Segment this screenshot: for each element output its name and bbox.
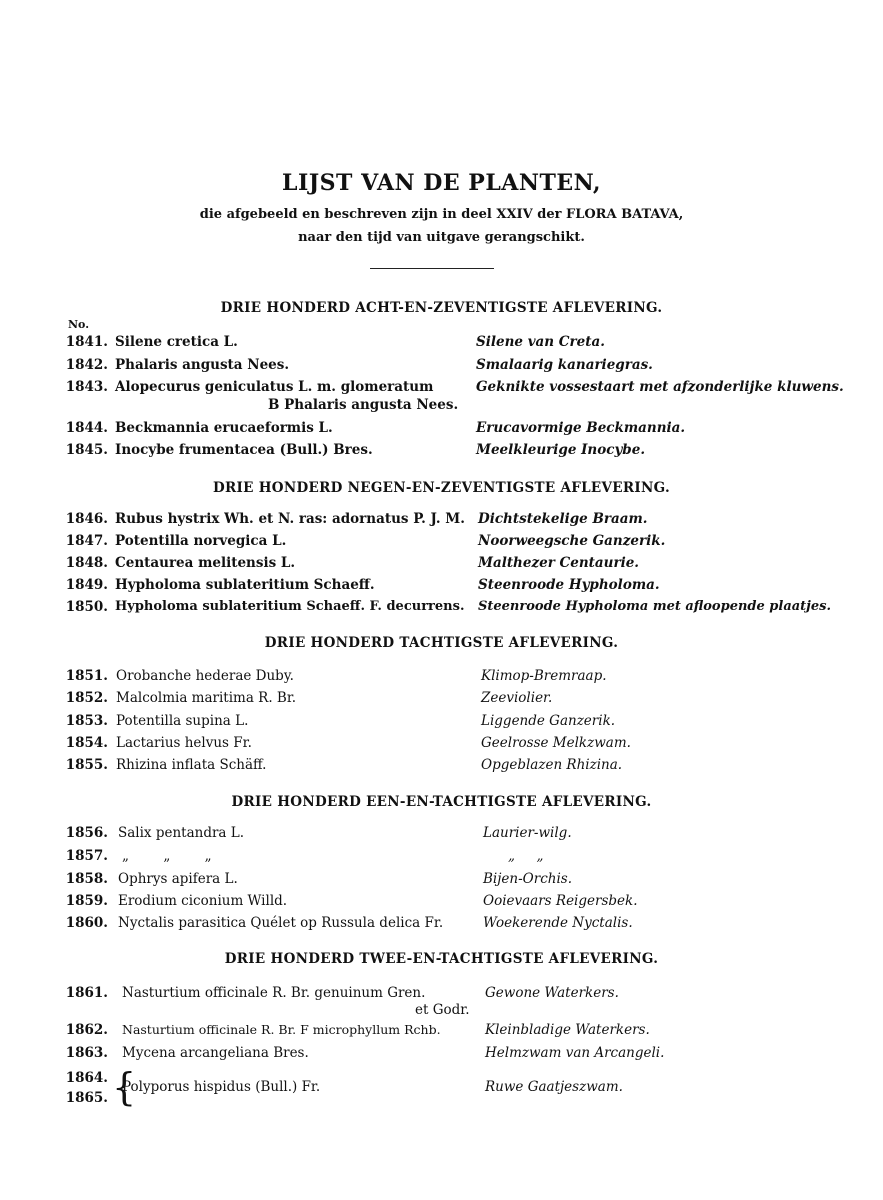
list-item — [0, 379, 883, 413]
dutch-name: Geknikte vossestaart met afzonderlijke kluwens. — [476, 379, 844, 395]
number-column-label: No. — [68, 318, 90, 331]
dutch-name: Smalaarig kanariegras. — [476, 357, 653, 373]
list-item — [0, 757, 883, 779]
list-item — [0, 985, 883, 1018]
scientific-name: Erodium ciconium Willd. — [118, 893, 288, 909]
entry-number: 1846. — [65, 511, 108, 527]
dutch-name: Ruwe Gaatjeszwam. — [485, 1079, 623, 1095]
entry-number: 1859. — [65, 893, 108, 909]
subtitle-line-2: naar den tijd van uitgave gerangschikt. — [298, 230, 585, 245]
entry-number: 1854. — [65, 735, 108, 751]
list-item — [0, 893, 883, 915]
ditto-marks: „ „ „ — [122, 848, 212, 864]
entry-number: 1853. — [65, 713, 108, 729]
dutch-name: Ooievaars Reigersbek. — [483, 893, 638, 909]
entry-number: 1848. — [65, 555, 108, 571]
list-item — [0, 334, 883, 356]
scientific-name: Nasturtium officinale R. Br. genuinum Gren. — [122, 985, 426, 1001]
scientific-name: Lactarius helvus Fr. — [116, 735, 252, 751]
scientific-name: Inocybe frumentacea (Bull.) Bres. — [115, 442, 373, 458]
entry-number: 1858. — [65, 871, 108, 887]
list-item — [0, 825, 883, 847]
list-item — [0, 420, 883, 442]
scientific-name: Hypholoma sublateritium Schaeff. — [115, 577, 375, 593]
entry-number: 1844. — [65, 420, 108, 436]
list-item — [0, 915, 883, 937]
scientific-name: Hypholoma sublateritium Schaeff. F. decurrens. — [115, 599, 465, 614]
entry-number: 1850. — [65, 599, 108, 615]
dutch-name: Dichtstekelige Braam. — [478, 511, 648, 527]
dutch-name: Opgeblazen Rhizina. — [481, 757, 623, 773]
scientific-name: Salix pentandra L. — [118, 825, 245, 841]
page-title: LIJST VAN DE PLANTEN, — [282, 170, 601, 196]
dutch-name: Silene van Creta. — [476, 334, 605, 350]
list-item — [0, 599, 883, 621]
scientific-name: Orobanche hederae Duby. — [116, 668, 294, 684]
entry-number: 1855. — [65, 757, 108, 773]
list-item — [0, 848, 883, 870]
list-item — [0, 690, 883, 712]
entry-number: 1852. — [65, 690, 108, 706]
subtitle-line-1: die afgebeeld en beschreven zijn in deel XXIV der FLORA BATAVA, — [199, 207, 684, 222]
scientific-name: Polyporus hispidus (Bull.) Fr. — [122, 1079, 321, 1095]
title-divider — [370, 268, 494, 269]
dutch-name: Gewone Waterkers. — [485, 985, 619, 1001]
dutch-name: Liggende Ganzerik. — [481, 713, 616, 729]
scientific-name: Malcolmia maritima R. Br. — [116, 690, 297, 706]
dutch-name: Noorweegsche Ganzerik. — [478, 533, 666, 549]
scientific-name-continued: et Godr. — [415, 1002, 470, 1018]
scientific-name: Rhizina inflata Schäff. — [116, 757, 267, 773]
list-item — [0, 871, 883, 893]
scientific-name: Beckmannia erucaeformis L. — [115, 420, 333, 436]
dutch-name: Malthezer Centaurie. — [478, 555, 640, 571]
entry-number: 1860. — [65, 915, 108, 931]
dutch-name: Steenroode Hypholoma. — [478, 577, 660, 593]
section-heading: DRIE HONDERD TWEE-EN-TACHTIGSTE AFLEVERING. — [224, 951, 659, 967]
list-item — [0, 533, 883, 555]
scientific-name: Potentilla supina L. — [116, 713, 249, 729]
dutch-name: Helmzwam van Arcangeli. — [485, 1045, 665, 1061]
scientific-name: Nyctalis parasitica Quélet op Russula delica Fr. — [118, 915, 444, 931]
entry-number: 1863. — [65, 1045, 108, 1061]
ditto-marks: „ „ — [508, 848, 544, 864]
section-heading: DRIE HONDERD TACHTIGSTE AFLEVERING. — [264, 635, 619, 651]
entry-number: 1857. — [65, 848, 108, 864]
entry-number: 1864. — [65, 1070, 108, 1086]
list-item — [0, 442, 883, 464]
scientific-name: Phalaris angusta Nees. — [115, 357, 290, 373]
entry-number: 1856. — [65, 825, 108, 841]
scientific-name-continued: B Phalaris angusta Nees. — [268, 397, 459, 413]
entry-number: 1849. — [65, 577, 108, 593]
list-item — [0, 357, 883, 379]
list-item — [0, 668, 883, 690]
scientific-name: Silene cretica L. — [115, 334, 238, 350]
entry-number: 1845. — [65, 442, 108, 458]
entry-number: 1865. — [65, 1090, 108, 1106]
dutch-name: Woekerende Nyctalis. — [483, 915, 633, 931]
list-item — [0, 1022, 883, 1044]
entry-number: 1847. — [65, 533, 108, 549]
list-item — [0, 713, 883, 735]
section-heading: DRIE HONDERD ACHT-EN-ZEVENTIGSTE AFLEVERING. — [220, 300, 663, 316]
dutch-name: Steenroode Hypholoma met afloopende plaatjes. — [478, 599, 831, 614]
dutch-name: Meelkleurige Inocybe. — [476, 442, 646, 458]
entry-number: 1851. — [65, 668, 108, 684]
dutch-name: Laurier-wilg. — [483, 825, 572, 841]
scientific-name: Mycena arcangeliana Bres. — [122, 1045, 309, 1061]
list-item — [0, 577, 883, 599]
entry-number: 1841. — [65, 334, 108, 350]
section-heading: DRIE HONDERD NEGEN-EN-ZEVENTIGSTE AFLEVERING. — [213, 480, 670, 496]
section-heading: DRIE HONDERD EEN-EN-TACHTIGSTE AFLEVERING. — [231, 794, 652, 810]
entry-number: 1861. — [65, 985, 108, 1001]
dutch-name: Zeeviolier. — [481, 690, 553, 706]
scientific-name: Potentilla norvegica L. — [115, 533, 287, 549]
dutch-name: Bijen-Orchis. — [483, 871, 572, 887]
dutch-name: Klimop-Bremraap. — [481, 668, 607, 684]
scientific-name: Ophrys apifera L. — [118, 871, 238, 887]
scientific-name: Centaurea melitensis L. — [115, 555, 296, 571]
dutch-name: Geelrosse Melkzwam. — [481, 735, 631, 751]
scientific-name: Nasturtium officinale R. Br. F microphyllum Rchb. — [122, 1022, 441, 1037]
entry-number: 1842. — [65, 357, 108, 373]
list-item — [0, 555, 883, 577]
list-item — [0, 1045, 883, 1067]
dutch-name: Erucavormige Beckmannia. — [476, 420, 686, 436]
list-item — [0, 735, 883, 757]
list-item — [0, 511, 883, 533]
entry-number: 1843. — [65, 379, 108, 395]
curly-brace-icon: { — [112, 1065, 137, 1109]
dutch-name: Kleinbladige Waterkers. — [485, 1022, 650, 1038]
scientific-name: Alopecurus geniculatus L. m. glomeratum — [115, 379, 434, 395]
scientific-name: Rubus hystrix Wh. et N. ras: adornatus P. J. M. — [115, 511, 465, 527]
entry-number: 1862. — [65, 1022, 108, 1038]
